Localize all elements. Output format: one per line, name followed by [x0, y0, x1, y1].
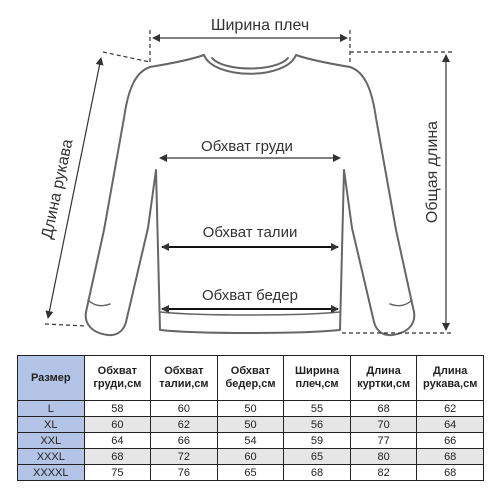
table-cell: 50	[217, 417, 284, 433]
table-size-cell: XL	[18, 417, 85, 433]
hips-label: Обхват бедер	[202, 287, 298, 304]
table-row	[18, 465, 484, 481]
table-row	[18, 417, 484, 433]
table-size-cell: L	[18, 401, 85, 417]
table-size-cell: XXXL	[18, 449, 85, 465]
table-header-size	[18, 356, 85, 401]
table-cell: 58	[84, 401, 151, 417]
table-header-cell	[84, 356, 151, 401]
table-cell: 68	[417, 465, 484, 481]
table-cell: 77	[350, 433, 417, 449]
table-header-cell	[151, 356, 218, 401]
table-cell: 68	[284, 465, 351, 481]
table-header-text: груди,см	[93, 378, 142, 390]
table-header-row	[18, 356, 484, 401]
waist-label: Обхват талии	[202, 224, 298, 241]
table-header-cell	[417, 356, 484, 401]
table-cell: 80	[350, 449, 417, 465]
table-cell: 59	[284, 433, 351, 449]
table-cell: 82	[350, 465, 417, 481]
table-header-text: талии,см	[159, 378, 209, 390]
table-header-text: куртки,см	[357, 378, 411, 390]
table-size-cell: XXL	[18, 433, 85, 449]
table-header-text: Обхват	[230, 365, 271, 377]
table-cell: 66	[417, 433, 484, 449]
table-cell: 68	[417, 449, 484, 465]
table-cell: 64	[417, 417, 484, 433]
sleeve-length-label: Длина рукава	[38, 137, 77, 241]
table-cell: 64	[84, 433, 151, 449]
table-header-text: плеч,см	[295, 378, 339, 390]
table-cell: 62	[417, 401, 484, 417]
table-row	[18, 433, 484, 449]
size-table	[17, 355, 484, 481]
table-cell: 60	[217, 449, 284, 465]
table-header-text: Длина	[433, 365, 468, 377]
table-cell: 65	[284, 449, 351, 465]
shoulder-width-dimension	[150, 30, 350, 62]
table-cell: 75	[84, 465, 151, 481]
table-cell: 70	[350, 417, 417, 433]
table-cell: 60	[151, 401, 218, 417]
table-cell: 54	[217, 433, 284, 449]
table-cell: 72	[151, 449, 218, 465]
table-row	[18, 449, 484, 465]
table-cell: 60	[84, 417, 151, 433]
table-header-text: Длина	[366, 365, 401, 377]
chest-label: Обхват груди	[201, 138, 293, 155]
total-length-label: Общая длина	[424, 120, 441, 224]
table-cell: 65	[217, 465, 284, 481]
table-cell: 56	[284, 417, 351, 433]
table-cell: 68	[350, 401, 417, 417]
table-row	[18, 401, 484, 417]
table-header-text: Ширина	[295, 365, 340, 377]
table-header-text: рукава,см	[423, 378, 478, 390]
shoulder-width-label: Ширина плеч	[210, 17, 310, 34]
table-cell: 68	[84, 449, 151, 465]
table-cell: 66	[151, 433, 218, 449]
table-size-cell: XXXXL	[18, 465, 85, 481]
table-header-text: Размер	[30, 371, 71, 384]
table-header-cell	[284, 356, 351, 401]
table-cell: 62	[151, 417, 218, 433]
table-header-cell	[217, 356, 284, 401]
table-cell: 76	[151, 465, 218, 481]
table-cell: 55	[284, 401, 351, 417]
table-header-cell	[350, 356, 417, 401]
table-cell: 50	[217, 401, 284, 417]
table-header-text: бедер,см	[225, 378, 276, 390]
table-header-text: Обхват	[164, 365, 204, 377]
table-header-text: Обхват	[97, 365, 137, 377]
